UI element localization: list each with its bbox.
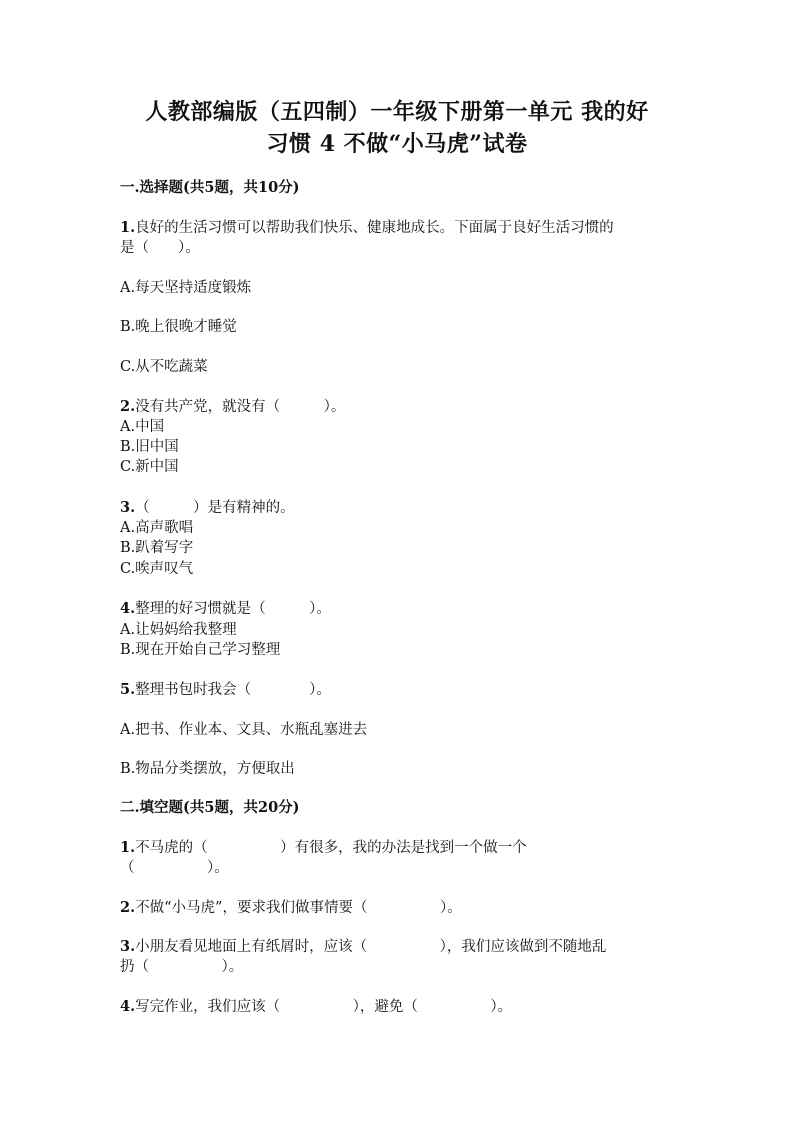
question-stem: 不马虎的（ ）有很多，我的办法是找到一个做一个 xyxy=(135,840,527,856)
question-number: 4. xyxy=(120,998,136,1015)
question-stem: 良好的生活习惯可以帮助我们快乐、健康地成长。下面属于良好生活习惯的 xyxy=(135,220,614,236)
q3-option-c: C.唉声叹气 xyxy=(120,561,194,577)
question-number: 1. xyxy=(120,219,136,236)
fill-question-3-line1 xyxy=(120,937,606,957)
question-number: 1. xyxy=(120,839,136,856)
question-3 xyxy=(120,498,295,518)
question-1-line2: 是（ ）。 xyxy=(120,240,200,256)
exam-title-line1: 人教部编版（五四制）一年级下册第一单元 我的好 xyxy=(145,99,649,125)
question-5 xyxy=(120,680,331,700)
question-stem: （ ）是有精神的。 xyxy=(135,500,295,516)
q4-option-a: A.让妈妈给我整理 xyxy=(120,622,237,638)
q2-option-c: C.新中国 xyxy=(120,459,179,475)
question-4 xyxy=(120,599,331,619)
question-number: 5. xyxy=(120,681,136,698)
question-number: 4. xyxy=(120,600,136,617)
question-number: 2. xyxy=(120,398,136,415)
q2-option-b: B.旧中国 xyxy=(120,439,179,455)
question-stem: 没有共产党，就没有（ ）。 xyxy=(135,399,346,415)
question-number: 2. xyxy=(120,899,136,916)
q5-option-b: B.物品分类摆放，方便取出 xyxy=(120,761,295,777)
fill-question-2 xyxy=(120,898,462,918)
q3-option-b: B.趴着写字 xyxy=(120,540,194,556)
q1-option-b: B.晚上很晚才睡觉 xyxy=(120,319,237,335)
exam-title-line2: 习惯 4 不做“小马虎”试卷 xyxy=(266,131,528,157)
fill-question-4 xyxy=(120,997,512,1017)
question-1-line1 xyxy=(120,218,614,238)
question-stem: 写完作业，我们应该（ ），避免（ ）。 xyxy=(135,999,513,1015)
question-stem: 整理书包时我会（ ）。 xyxy=(135,682,331,698)
question-stem: 整理的好习惯就是（ ）。 xyxy=(135,601,331,617)
question-2 xyxy=(120,397,345,417)
fill-question-3-line2: 扔（ ）。 xyxy=(120,959,244,975)
q4-option-b: B.现在开始自己学习整理 xyxy=(120,642,281,658)
section2-heading: 二.填空题(共5题，共20分) xyxy=(120,799,300,816)
q3-option-a: A.高声歌唱 xyxy=(120,520,194,536)
fill-question-1-line2: （ ）。 xyxy=(120,860,229,876)
q1-option-a: A.每天坚持适度锻炼 xyxy=(120,280,252,296)
question-number: 3. xyxy=(120,938,136,955)
question-stem: 不做“小马虎”，要求我们做事情要（ ）。 xyxy=(135,900,462,916)
question-number: 3. xyxy=(120,499,136,516)
q2-option-a: A.中国 xyxy=(120,419,165,435)
section1-heading: 一.选择题(共5题，共10分) xyxy=(120,179,300,196)
q5-option-a: A.把书、作业本、文具、水瓶乱塞进去 xyxy=(120,722,368,738)
fill-question-1-line1 xyxy=(120,838,527,858)
question-stem: 小朋友看见地面上有纸屑时，应该（ ），我们应该做到不随地乱 xyxy=(135,939,607,955)
q1-option-c: C.从不吃蔬菜 xyxy=(120,359,208,375)
